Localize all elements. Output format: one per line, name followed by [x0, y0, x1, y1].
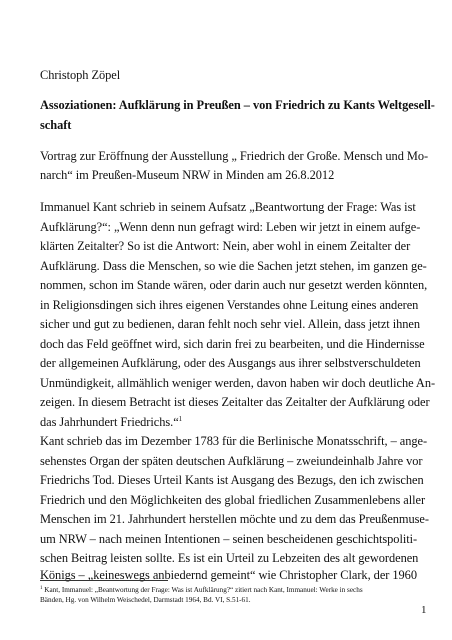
body-line: Kant schrieb das im Dezember 1783 für die Berlinische Monatsschrift, – ange- [40, 434, 428, 448]
footnote-number: 1 [40, 586, 43, 591]
body-line: Friedrich und den Möglichkeiten des global friedlichen Zusammenlebens aller [40, 493, 426, 507]
body-line: schen Beitrag leisten sollte. Es ist ein Urteil zu Lebzeiten des alt gewordenen [40, 551, 419, 565]
subtitle-line-2: narch“ im Preußen-Museum NRW in Minden am 26.8.2012 [40, 168, 335, 182]
body-line: nommen, schon im Stande wären, oder darin auch nur gesetzt werden könnten, [40, 278, 428, 292]
footnote-reference[interactable]: 1 [178, 415, 183, 423]
footnote-divider [40, 580, 168, 581]
body-line: Unmündigkeit, allmählich weniger werden, davon haben wir doch deutliche An- [40, 376, 436, 390]
body-line: in Religionsdingen sich ihres eigenen Verstandes ohne Leitung eines anderen [40, 298, 419, 312]
body-line: Menschen im 21. Jahrhundert herstellen möchte und zu dem das Preußenmuse- [40, 512, 429, 526]
title-line-1: Assoziationen: Aufklärung in Preußen – von Friedrich zu Kants Weltgesell- [40, 98, 435, 112]
body-line: sicher und gut zu bedienen, daran fehlt noch sehr viel. Allein, dass jetzt ihnen [40, 317, 420, 331]
footnote-text: Kant, Immanuel: „Beantwortung der Frage: Was ist Aufklärung?“ zitiert nach Kant, Immanuel: Werke in sechs [44, 586, 363, 594]
footnote-line-1 [40, 586, 363, 595]
body-line: Aufklärung?“: „Wenn denn nun gefragt wird: Leben wir jetzt in einem aufge- [40, 220, 421, 234]
body-line: der allgemeinen Aufklärung, oder des Ausgangs aus ihrer selbstverschuldeten [40, 356, 421, 370]
body-line: Königs – „keineswegs anbiedernd gemeint“ wie Christopher Clark, der 1960 [40, 568, 417, 582]
body-line: klärten Zeitalter? So ist die Antwort: Nein, aber wohl in einem Zeitalter der [40, 239, 411, 253]
footnote-line-2: Bänden, Hg. von Wilhelm Weischedel, Darmstadt 1964, Bd. VI, S.51-61. [40, 596, 251, 604]
body-line: Aufklärung. Dass die Menschen, so wie die Sachen jetzt stehen, im ganzen ge- [40, 259, 427, 273]
body-line: um NRW – nach meinen Intentionen – seinen bescheidenen geschichtspoliti- [40, 532, 418, 546]
body-line: doch das Feld geöffnet wird, sich darin frei zu bearbeiten, und die Hindernisse [40, 337, 425, 351]
title-line-2: schaft [40, 118, 72, 132]
page-number: 1 [421, 604, 427, 616]
body-line-with-footnote [40, 415, 182, 430]
body-line: zeigen. In diesem Betracht ist dieses Zeitalter das Zeitalter der Aufklärung oder [40, 395, 430, 409]
body-line: sehenstes Organ der späten deutschen Aufklärung – zweiundeinhalb Jahre vor [40, 454, 423, 468]
author-name: Christoph Zöpel [40, 68, 121, 82]
body-line: Friedrichs Tod. Dieses Urteil Kants ist Ausgang des Bezugs, den ich zwischen [40, 473, 424, 487]
body-line: Immanuel Kant schrieb in seinem Aufsatz „Beantwortung der Frage: Was ist [40, 200, 416, 214]
body-line-text: das Jahrhundert Friedrichs.“ [40, 415, 179, 429]
subtitle-line-1: Vortrag zur Eröffnung der Ausstellung „ Friedrich der Große. Mensch und Mo- [40, 149, 429, 163]
